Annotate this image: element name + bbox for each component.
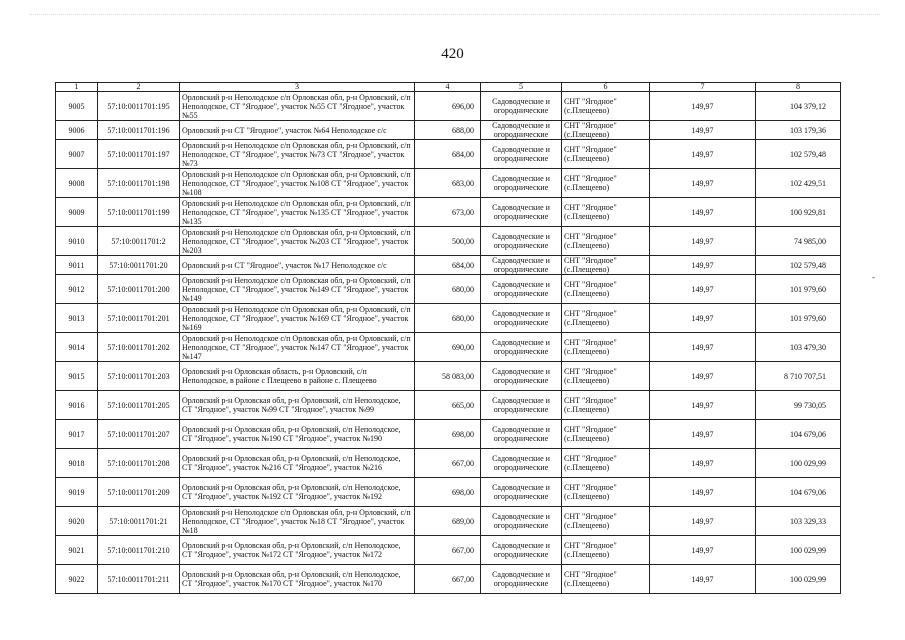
cell-land-use: Садоводческие и огороднические bbox=[481, 121, 562, 140]
cell-land-use: Садоводческие и огороднические bbox=[481, 565, 562, 594]
cell-organization: СНТ "Ягодное" (с.Плещеево) bbox=[562, 478, 650, 507]
cell-rate: 149,97 bbox=[650, 362, 756, 391]
cell-address: Орловский р-н Неполодское с/п Орловская обл, р-н Орловский, с/п Неполодское, СТ "Ягодное", участок №18 СТ "Ягодное", участок №18 bbox=[180, 507, 415, 536]
cell-address: Орловский р-н Неполодское с/п Орловская обл, р-н Орловский, с/п Неполодское, СТ "Ягодное", участок №147 СТ "Ягодное", участок №147 bbox=[180, 333, 415, 362]
cell-land-use: Садоводческие и огороднические bbox=[481, 169, 562, 198]
cell-row-number: 9008 bbox=[56, 169, 98, 198]
cell-address: Орловский р-н Неполодское с/п Орловская обл, р-н Орловский, с/п Неполодское, СТ "Ягодное", участок №73 СТ "Ягодное", участок №73 bbox=[180, 140, 415, 169]
cell-land-use: Садоводческие и огороднические bbox=[481, 333, 562, 362]
cell-cadastral-number: 57:10:0011701:2 bbox=[98, 227, 180, 256]
cell-cadastral-value: 104 679,06 bbox=[756, 420, 841, 449]
cell-area: 680,00 bbox=[415, 275, 481, 304]
cell-rate: 149,97 bbox=[650, 507, 756, 536]
cell-rate: 149,97 bbox=[650, 256, 756, 275]
cell-cadastral-number: 57:10:0011701:202 bbox=[98, 333, 180, 362]
cell-organization: СНТ "Ягодное" (с.Плещеево) bbox=[562, 92, 650, 121]
column-header: 1 bbox=[56, 83, 98, 92]
cell-row-number: 9014 bbox=[56, 333, 98, 362]
cell-row-number: 9005 bbox=[56, 92, 98, 121]
cell-organization: СНТ "Ягодное" (с.Плещеево) bbox=[562, 256, 650, 275]
cell-cadastral-number: 57:10:0011701:201 bbox=[98, 304, 180, 333]
scan-noise bbox=[30, 14, 880, 19]
column-header: 3 bbox=[180, 83, 415, 92]
cell-cadastral-value: 74 985,00 bbox=[756, 227, 841, 256]
cell-organization: СНТ "Ягодное" (с.Плещеево) bbox=[562, 536, 650, 565]
cell-area: 500,00 bbox=[415, 227, 481, 256]
cell-address: Орловский р-н Неполодское с/п Орловская обл, р-н Орловский, с/п Неполодское, СТ "Ягодное", участок №55 СТ "Ягодное", участок №55 bbox=[180, 92, 415, 121]
cell-cadastral-value: 8 710 707,51 bbox=[756, 362, 841, 391]
cell-row-number: 9018 bbox=[56, 449, 98, 478]
cell-cadastral-number: 57:10:0011701:198 bbox=[98, 169, 180, 198]
cell-row-number: 9019 bbox=[56, 478, 98, 507]
registry-table bbox=[55, 82, 841, 594]
cell-row-number: 9021 bbox=[56, 536, 98, 565]
cell-row-number: 9015 bbox=[56, 362, 98, 391]
cell-rate: 149,97 bbox=[650, 449, 756, 478]
cell-cadastral-value: 102 429,51 bbox=[756, 169, 841, 198]
cell-area: 665,00 bbox=[415, 391, 481, 420]
cell-land-use: Садоводческие и огороднические bbox=[481, 391, 562, 420]
table-row bbox=[56, 362, 841, 391]
cell-cadastral-number: 57:10:0011701:210 bbox=[98, 536, 180, 565]
cell-organization: СНТ "Ягодное" (с.Плещеево) bbox=[562, 275, 650, 304]
cell-area: 680,00 bbox=[415, 304, 481, 333]
cell-address: Орловский р-н Неполодское с/п Орловская обл, р-н Орловский, с/п Неполодское, СТ "Ягодное", участок №149 СТ "Ягодное", участок №149 bbox=[180, 275, 415, 304]
cell-organization: СНТ "Ягодное" (с.Плещеево) bbox=[562, 333, 650, 362]
table-row bbox=[56, 449, 841, 478]
cell-cadastral-number: 57:10:0011701:207 bbox=[98, 420, 180, 449]
table-row bbox=[56, 275, 841, 304]
cell-address: Орловский р-н Неполодское с/п Орловская обл, р-н Орловский, с/п Неполодское, СТ "Ягодное", участок №169 СТ "Ягодное", участок №169 bbox=[180, 304, 415, 333]
cell-area: 696,00 bbox=[415, 92, 481, 121]
table-row bbox=[56, 536, 841, 565]
cell-cadastral-number: 57:10:0011701:205 bbox=[98, 391, 180, 420]
cell-cadastral-number: 57:10:0011701:199 bbox=[98, 198, 180, 227]
cell-organization: СНТ "Ягодное" (с.Плещеево) bbox=[562, 121, 650, 140]
cell-rate: 149,97 bbox=[650, 169, 756, 198]
table-row bbox=[56, 121, 841, 140]
cell-rate: 149,97 bbox=[650, 92, 756, 121]
cell-rate: 149,97 bbox=[650, 198, 756, 227]
header-row bbox=[56, 83, 841, 92]
table-row bbox=[56, 169, 841, 198]
cell-organization: СНТ "Ягодное" (с.Плещеево) bbox=[562, 362, 650, 391]
cell-cadastral-value: 99 730,05 bbox=[756, 391, 841, 420]
cell-row-number: 9022 bbox=[56, 565, 98, 594]
cell-land-use: Садоводческие и огороднические bbox=[481, 256, 562, 275]
cell-organization: СНТ "Ягодное" (с.Плещеево) bbox=[562, 169, 650, 198]
cell-address: Орловский р-н Орловская обл, р-н Орловский, с/п Неполодское, СТ "Ягодное", участок №192 СТ "Ягодное", участок №192 bbox=[180, 478, 415, 507]
cell-rate: 149,97 bbox=[650, 304, 756, 333]
cell-cadastral-number: 57:10:0011701:203 bbox=[98, 362, 180, 391]
table-row bbox=[56, 565, 841, 594]
cell-cadastral-number: 57:10:0011701:20 bbox=[98, 256, 180, 275]
cell-row-number: 9007 bbox=[56, 140, 98, 169]
cell-row-number: 9011 bbox=[56, 256, 98, 275]
cell-cadastral-number: 57:10:0011701:21 bbox=[98, 507, 180, 536]
column-header: 8 bbox=[756, 83, 841, 92]
cell-area: 673,00 bbox=[415, 198, 481, 227]
cell-organization: СНТ "Ягодное" (с.Плещеево) bbox=[562, 304, 650, 333]
column-header: 6 bbox=[562, 83, 650, 92]
table-row bbox=[56, 420, 841, 449]
cell-area: 684,00 bbox=[415, 140, 481, 169]
cell-row-number: 9017 bbox=[56, 420, 98, 449]
cell-area: 684,00 bbox=[415, 256, 481, 275]
table-row bbox=[56, 140, 841, 169]
cell-address: Орловский р-н Неполодское с/п Орловская обл, р-н Орловский, с/п Неполодское, СТ "Ягодное", участок №135 СТ "Ягодное", участок №135 bbox=[180, 198, 415, 227]
cell-cadastral-value: 100 029,99 bbox=[756, 536, 841, 565]
cell-rate: 149,97 bbox=[650, 333, 756, 362]
cell-organization: СНТ "Ягодное" (с.Плещеево) bbox=[562, 198, 650, 227]
cell-cadastral-number: 57:10:0011701:197 bbox=[98, 140, 180, 169]
cell-land-use: Садоводческие и огороднические bbox=[481, 449, 562, 478]
cell-cadastral-value: 100 029,99 bbox=[756, 565, 841, 594]
cell-area: 667,00 bbox=[415, 449, 481, 478]
cell-area: 683,00 bbox=[415, 169, 481, 198]
cell-land-use: Садоводческие и огороднические bbox=[481, 227, 562, 256]
cell-cadastral-number: 57:10:0011701:200 bbox=[98, 275, 180, 304]
cell-organization: СНТ "Ягодное" (с.Плещеево) bbox=[562, 507, 650, 536]
cell-rate: 149,97 bbox=[650, 536, 756, 565]
cell-area: 689,00 bbox=[415, 507, 481, 536]
column-header: 7 bbox=[650, 83, 756, 92]
cell-area: 688,00 bbox=[415, 121, 481, 140]
cell-address: Орловский р-н Орловская обл, р-н Орловский, с/п Неполодское, СТ "Ягодное", участок №99 СТ "Ягодное", участок №99 bbox=[180, 391, 415, 420]
cell-row-number: 9016 bbox=[56, 391, 98, 420]
cell-rate: 149,97 bbox=[650, 478, 756, 507]
cell-rate: 149,97 bbox=[650, 275, 756, 304]
cell-cadastral-value: 104 379,12 bbox=[756, 92, 841, 121]
table-row bbox=[56, 92, 841, 121]
column-header: 2 bbox=[98, 83, 180, 92]
cell-area: 698,00 bbox=[415, 420, 481, 449]
cell-organization: СНТ "Ягодное" (с.Плещеево) bbox=[562, 420, 650, 449]
cell-cadastral-number: 57:10:0011701:195 bbox=[98, 92, 180, 121]
cell-cadastral-number: 57:10:0011701:209 bbox=[98, 478, 180, 507]
cell-rate: 149,97 bbox=[650, 391, 756, 420]
cell-address: Орловский р-н СТ "Ягодное", участок №64 Неполодское с/с bbox=[180, 121, 415, 140]
cell-land-use: Садоводческие и огороднические bbox=[481, 275, 562, 304]
cell-area: 667,00 bbox=[415, 536, 481, 565]
table-body bbox=[56, 92, 841, 594]
cell-area: 58 083,00 bbox=[415, 362, 481, 391]
cell-land-use: Садоводческие и огороднические bbox=[481, 507, 562, 536]
cell-address: Орловский р-н Орловская область, р-н Орловский, с/п Неполодское, в районе с Плещеево в районе с. Плещеево bbox=[180, 362, 415, 391]
cell-row-number: 9010 bbox=[56, 227, 98, 256]
cell-organization: СНТ "Ягодное" (с.Плещеево) bbox=[562, 227, 650, 256]
cell-cadastral-value: 102 579,48 bbox=[756, 140, 841, 169]
column-header: 4 bbox=[415, 83, 481, 92]
cell-organization: СНТ "Ягодное" (с.Плещеево) bbox=[562, 449, 650, 478]
cell-land-use: Садоводческие и огороднические bbox=[481, 198, 562, 227]
cell-address: Орловский р-н Орловская обл, р-н Орловский, с/п Неполодское, СТ "Ягодное", участок №172 СТ "Ягодное", участок №172 bbox=[180, 536, 415, 565]
cell-land-use: Садоводческие и огороднические bbox=[481, 536, 562, 565]
cell-address: Орловский р-н Неполодское с/п Орловская обл, р-н Орловский, с/п Неполодское, СТ "Ягодное", участок №108 СТ "Ягодное", участок №108 bbox=[180, 169, 415, 198]
cell-land-use: Садоводческие и огороднические bbox=[481, 92, 562, 121]
cell-row-number: 9020 bbox=[56, 507, 98, 536]
cell-land-use: Садоводческие и огороднические bbox=[481, 420, 562, 449]
cell-address: Орловский р-н Орловская обл, р-н Орловский, с/п Неполодское, СТ "Ягодное", участок №216 СТ "Ягодное", участок №216 bbox=[180, 449, 415, 478]
table-row bbox=[56, 333, 841, 362]
cell-land-use: Садоводческие и огороднические bbox=[481, 140, 562, 169]
cell-organization: СНТ "Ягодное" (с.Плещеево) bbox=[562, 140, 650, 169]
cell-cadastral-value: 104 679,06 bbox=[756, 478, 841, 507]
cell-cadastral-value: 103 479,30 bbox=[756, 333, 841, 362]
cell-cadastral-value: 100 029,99 bbox=[756, 449, 841, 478]
cell-cadastral-value: 101 979,60 bbox=[756, 304, 841, 333]
cell-organization: СНТ "Ягодное" (с.Плещеево) bbox=[562, 565, 650, 594]
cell-land-use: Садоводческие и огороднические bbox=[481, 362, 562, 391]
table-row bbox=[56, 198, 841, 227]
cell-row-number: 9006 bbox=[56, 121, 98, 140]
table-row bbox=[56, 507, 841, 536]
cell-area: 690,00 bbox=[415, 333, 481, 362]
cell-address: Орловский р-н Орловская обл, р-н Орловский, с/п Неполодское, СТ "Ягодное", участок №170 СТ "Ягодное", участок №170 bbox=[180, 565, 415, 594]
cell-cadastral-value: 103 329,33 bbox=[756, 507, 841, 536]
table-row bbox=[56, 478, 841, 507]
column-header: 5 bbox=[481, 83, 562, 92]
cell-land-use: Садоводческие и огороднические bbox=[481, 304, 562, 333]
cell-rate: 149,97 bbox=[650, 565, 756, 594]
cell-land-use: Садоводческие и огороднические bbox=[481, 478, 562, 507]
cell-row-number: 9009 bbox=[56, 198, 98, 227]
cell-address: Орловский р-н СТ "Ягодное", участок №17 Неполодское с/с bbox=[180, 256, 415, 275]
table-row bbox=[56, 391, 841, 420]
cell-cadastral-number: 57:10:0011701:211 bbox=[98, 565, 180, 594]
cell-rate: 149,97 bbox=[650, 420, 756, 449]
table-row bbox=[56, 256, 841, 275]
cell-cadastral-value: 100 929,81 bbox=[756, 198, 841, 227]
cell-row-number: 9012 bbox=[56, 275, 98, 304]
cell-address: Орловский р-н Орловская обл, р-н Орловский, с/п Неполодское, СТ "Ягодное", участок №190 СТ "Ягодное", участок №190 bbox=[180, 420, 415, 449]
page-number: 420 bbox=[441, 46, 464, 62]
cell-address: Орловский р-н Неполодское с/п Орловская обл, р-н Орловский, с/п Неполодское, СТ "Ягодное", участок №203 СТ "Ягодное", участок №203 bbox=[180, 227, 415, 256]
cell-area: 667,00 bbox=[415, 565, 481, 594]
cell-cadastral-number: 57:10:0011701:196 bbox=[98, 121, 180, 140]
cell-area: 698,00 bbox=[415, 478, 481, 507]
edge-mark: - bbox=[872, 272, 875, 282]
cell-cadastral-number: 57:10:0011701:208 bbox=[98, 449, 180, 478]
cell-rate: 149,97 bbox=[650, 227, 756, 256]
cell-organization: СНТ "Ягодное" (с.Плещеево) bbox=[562, 391, 650, 420]
cell-cadastral-value: 101 979,60 bbox=[756, 275, 841, 304]
table-row bbox=[56, 304, 841, 333]
cell-rate: 149,97 bbox=[650, 140, 756, 169]
table-row bbox=[56, 227, 841, 256]
cell-row-number: 9013 bbox=[56, 304, 98, 333]
cell-cadastral-value: 103 179,36 bbox=[756, 121, 841, 140]
cell-cadastral-value: 102 579,48 bbox=[756, 256, 841, 275]
cell-rate: 149,97 bbox=[650, 121, 756, 140]
